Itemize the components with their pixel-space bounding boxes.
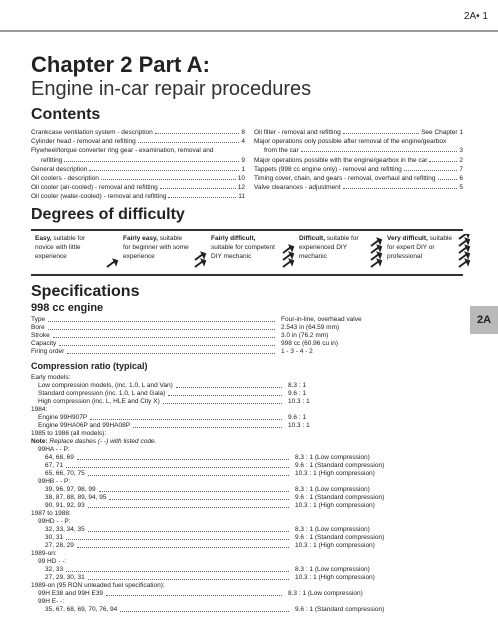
dot-leader	[343, 188, 458, 189]
dot-leader	[155, 133, 240, 134]
contents-entry	[254, 146, 463, 155]
spec-key	[31, 534, 295, 542]
contents-entry-label: refitting	[41, 156, 63, 164]
difficulty-level	[295, 231, 383, 274]
dot-leader	[163, 398, 282, 404]
spec-row	[31, 502, 463, 510]
spec-key	[31, 332, 281, 340]
difficulty-detail: suitable for novice with little experience	[35, 235, 86, 260]
contents-entry-page: 1	[241, 165, 245, 173]
spec-key-text: 38, 87, 88, 89, 94, 95	[45, 494, 107, 501]
dot-leader	[133, 422, 282, 428]
spec-group-label: 1989-on:	[31, 550, 57, 557]
spec-key	[31, 382, 288, 390]
spec-value: 998 cc (60.96 cu in)	[281, 340, 339, 347]
spec-key-text: Type	[31, 316, 46, 323]
dot-leader	[77, 454, 289, 460]
spec-key-text: 27, 29, 30, 31	[45, 574, 85, 581]
contents-entry	[254, 183, 463, 192]
spec-value: 9.6 : 1	[288, 414, 307, 421]
header-rule	[0, 30, 498, 32]
spec-value: 9.6 : 1 (Standard compression)	[295, 494, 385, 501]
contents-entry-label: Cylinder head - removal and refitting	[31, 138, 136, 146]
dot-leader	[160, 188, 236, 189]
spec-key-text: 30, 31	[45, 534, 64, 541]
spec-row	[31, 398, 463, 406]
spec-row	[31, 316, 463, 324]
spec-key-text: 35, 67, 68, 69, 70, 76, 94	[45, 606, 118, 613]
contents-entry	[254, 137, 463, 146]
spec-key-text: 39, 96, 97, 98, 99	[45, 486, 96, 493]
dot-leader	[66, 566, 289, 572]
spec-row	[31, 454, 463, 462]
chapter-title: Chapter 2 Part A:	[31, 52, 210, 77]
wrench-icon	[369, 234, 383, 270]
contents-entry-label: Major operations possible with the engine/gearbox in the car	[254, 156, 428, 164]
contents-entry	[31, 165, 245, 174]
spec-key	[31, 414, 288, 422]
contents-entry	[31, 137, 245, 146]
spec-group-label: 99HB - - P:	[38, 478, 71, 485]
spec-row	[31, 340, 463, 348]
contents-entry-page: 5	[459, 184, 463, 192]
spec-key	[31, 590, 288, 598]
spec-value: 8.3 : 1	[288, 382, 307, 389]
contents-entry-page: 7	[459, 165, 463, 173]
dot-leader	[90, 414, 282, 420]
contents-entry-label: Oil cooler (water-cooled) - removal and refitting	[31, 193, 167, 201]
difficulty-rating: Very difficult,	[387, 235, 428, 242]
contents-entry-page: 2	[459, 156, 463, 164]
spec-value: 10.3 : 1 (High compression)	[295, 574, 375, 581]
difficulty-detail: suitable for competent DIY mechanic	[211, 244, 275, 260]
difficulty-level	[383, 231, 471, 274]
difficulty-detail: suitable for experienced DIY mechanic	[299, 235, 359, 260]
dot-leader	[64, 161, 239, 162]
dot-leader	[88, 574, 289, 580]
difficulty-description	[383, 234, 453, 261]
dot-leader	[109, 494, 289, 500]
contents-entry	[31, 156, 245, 165]
dot-leader	[106, 590, 282, 596]
spec-value: 10.3 : 1	[288, 398, 310, 405]
page-number: 2A• 1	[463, 11, 488, 22]
contents-entry-page: 10	[237, 175, 245, 183]
spec-key-text: 99H E38 and 99H E39	[38, 590, 104, 597]
spec-value: 8.3 : 1 (Low compression)	[295, 526, 370, 533]
spec-value: 9.6 : 1 (Standard compression)	[295, 462, 385, 469]
spec-row	[31, 494, 463, 502]
spec-row	[31, 534, 463, 542]
note-text: Replace dashes (- -) with listed code.	[47, 438, 157, 445]
contents-entry-page: 6	[459, 175, 463, 183]
spec-key-text: 32, 33, 34, 35	[45, 526, 85, 533]
spec-value: 8.3 : 1 (Low compression)	[295, 454, 370, 461]
spec-group-label: 99H E- -:	[38, 598, 65, 605]
contents-entry-label: Oil cooler (air-cooled) - removal and refitting	[31, 184, 158, 192]
dot-leader	[48, 324, 275, 330]
dot-leader	[343, 133, 419, 134]
chapter-side-tab: 2A	[470, 306, 498, 334]
dot-leader	[168, 197, 236, 198]
spec-row	[31, 542, 463, 550]
contents-entry	[254, 174, 463, 183]
spec-key	[31, 470, 295, 478]
spec-row	[31, 414, 463, 422]
spec-row	[31, 324, 463, 332]
dot-leader	[66, 534, 289, 540]
contents-entry-label: Oil filter - removal and refitting	[254, 129, 341, 136]
spec-key-text: Engine 99HA06P and 99HA08P	[38, 422, 131, 429]
contents-entry	[31, 146, 245, 155]
spec-key	[31, 462, 295, 470]
contents-entry-label: Crankcase ventilation system - description	[31, 129, 153, 136]
dot-leader	[66, 462, 289, 468]
spec-group-label: 99HA - - P:	[38, 446, 70, 453]
note-label: Note:	[31, 438, 48, 445]
spec-row	[31, 574, 463, 582]
spec-group-label: 1987 to 1988:	[31, 510, 71, 517]
spec-key	[31, 454, 295, 462]
spec-key-text: High compression (inc. L, HLE and City X)	[38, 398, 160, 405]
dot-leader	[48, 316, 275, 322]
spec-key	[31, 390, 288, 398]
spec-note	[31, 438, 463, 446]
spec-value: 9.6 : 1	[288, 390, 307, 397]
general-specs-list	[31, 316, 463, 356]
spec-value: 3.0 in (76.2 mm)	[281, 332, 329, 339]
dot-leader	[53, 332, 275, 338]
spec-key	[31, 324, 281, 332]
contents-entry	[31, 192, 245, 201]
spec-key	[31, 340, 281, 348]
contents-entry	[254, 128, 463, 137]
difficulty-rating: Easy,	[35, 235, 52, 242]
difficulty-scale	[31, 229, 463, 276]
spec-key	[31, 348, 281, 356]
contents-entry-label: Major operations only possible after removal of the engine/gearbox	[254, 138, 447, 146]
dot-leader	[404, 170, 458, 171]
spec-key	[31, 606, 295, 614]
difficulty-detail: suitable for expert DIY or professional	[387, 235, 453, 260]
spec-key-text: 27, 28, 29	[45, 542, 74, 549]
spec-group-label: 99 HD - -:	[38, 558, 67, 565]
contents-entry-page: 11	[238, 193, 245, 201]
contents-entry-page: 4	[241, 138, 245, 146]
spec-row	[31, 590, 463, 598]
spec-row	[31, 486, 463, 494]
difficulty-rating: Fairly easy,	[123, 235, 158, 242]
spec-row	[31, 566, 463, 574]
spec-row	[31, 382, 463, 390]
spec-key	[31, 542, 295, 550]
spec-key	[31, 316, 281, 324]
spec-value: Four-in-line, overhead valve	[281, 316, 362, 323]
spec-group-label: Early models:	[31, 374, 71, 381]
spec-row	[31, 348, 463, 356]
difficulty-level	[207, 231, 295, 274]
compression-specs-list	[31, 374, 463, 614]
contents-entry	[31, 183, 245, 192]
contents-entry-page: 9	[241, 156, 245, 164]
contents-entry-page: See Chapter 1	[421, 129, 463, 136]
spec-row	[31, 332, 463, 340]
spec-value: 9.6 : 1 (Standard compression)	[295, 606, 385, 613]
spec-row	[31, 526, 463, 534]
difficulty-heading: Degrees of difficulty	[31, 206, 185, 223]
contents-right-column	[254, 128, 463, 192]
spec-group-label: 1985 to 1986 (all models):	[31, 430, 107, 437]
wrench-icon	[105, 234, 119, 270]
spec-key-text: Standard compression (inc. 1.0, L and Gala)	[38, 390, 166, 397]
spec-value: 1 - 3 - 4 - 2	[281, 348, 313, 355]
dot-leader	[301, 151, 458, 152]
difficulty-description	[207, 234, 277, 261]
dot-leader	[138, 142, 240, 143]
contents-entry-label: Valve clearances - adjustment	[254, 184, 341, 192]
dot-leader	[438, 179, 458, 180]
difficulty-rating: Fairly difficult,	[211, 235, 256, 242]
spec-key-text: 32, 33	[45, 566, 64, 573]
spec-value: 8.3 : 1 (Low compression)	[295, 566, 370, 573]
dot-leader	[59, 340, 275, 346]
spec-key-text: 90, 91, 92, 93	[45, 502, 85, 509]
spec-value: 10.3 : 1 (High compression)	[295, 542, 375, 549]
spec-group-label: 1984:	[31, 406, 48, 413]
difficulty-detail: suitable for beginner with some experience	[123, 235, 189, 260]
contents-entry-label: Tappets (998 cc engine only) - removal and refitting	[254, 165, 402, 173]
contents-entry-label: General description	[31, 165, 88, 173]
contents-entry-label: Flywheel/torque converter ring gear - examination, removal and	[31, 147, 214, 155]
contents-entry-label: Oil coolers - description	[31, 175, 99, 183]
wrench-icon	[457, 234, 471, 270]
contents-entry	[254, 165, 463, 174]
difficulty-level	[119, 231, 207, 274]
spec-key-text: Low compression models, (inc. 1.0, L and Van)	[38, 382, 173, 389]
dot-leader	[88, 470, 289, 476]
spec-key-text: Firing order	[31, 348, 65, 355]
page-header	[0, 0, 498, 30]
wrench-icon	[193, 234, 207, 270]
spec-key-text: Capacity	[31, 340, 57, 347]
spec-key	[31, 422, 288, 430]
spec-value: 2.543 in (64.59 mm)	[281, 324, 340, 331]
spec-key	[31, 494, 295, 502]
spec-key	[31, 398, 288, 406]
spec-row	[31, 422, 463, 430]
contents-entry	[31, 128, 245, 137]
spec-value: 9.6 : 1 (Standard compression)	[295, 534, 385, 541]
compression-heading: Compression ratio (typical)	[31, 361, 148, 371]
dot-leader	[88, 526, 289, 532]
dot-leader	[168, 390, 282, 396]
spec-key-text: Bore	[31, 324, 45, 331]
difficulty-description	[119, 234, 189, 261]
spec-key	[31, 502, 295, 510]
spec-row	[31, 462, 463, 470]
dot-leader	[120, 606, 289, 612]
contents-entry-page: 8	[241, 129, 245, 136]
spec-key-text: 67, 71	[45, 462, 64, 469]
contents-entry	[254, 156, 463, 165]
contents-entry	[31, 174, 245, 183]
dot-leader	[429, 161, 457, 162]
dot-leader	[89, 170, 239, 171]
difficulty-description	[295, 234, 365, 261]
spec-key	[31, 566, 295, 574]
difficulty-description	[31, 234, 101, 261]
contents-entry-label: Timing cover, chain, and gears - removal, overhaul and refitting	[254, 175, 436, 183]
dot-leader	[99, 486, 289, 492]
chapter-subtitle: Engine in-car repair procedures	[31, 78, 312, 100]
wrench-icon	[281, 234, 295, 270]
spec-key-text: 65, 66, 70, 75	[45, 470, 85, 477]
spec-key-text: 64, 68, 69	[45, 454, 74, 461]
spec-group-label: 1989-on (95 RON unleaded fuel specification):	[31, 582, 165, 589]
spec-value: 10.3 : 1 (High compression)	[295, 502, 375, 509]
spec-group-label: 99HD - - P:	[38, 518, 71, 525]
spec-row	[31, 470, 463, 478]
spec-value: 8.3 : 1 (Low compression)	[288, 590, 363, 597]
engine-subheading: 998 cc engine	[31, 302, 104, 314]
difficulty-level	[31, 231, 119, 274]
spec-key-text: Engine 99H907P	[38, 414, 88, 421]
contents-left-column	[31, 128, 245, 202]
difficulty-rating: Difficult,	[299, 235, 325, 242]
contents-entry-label: from the car	[264, 147, 299, 155]
spec-key	[31, 574, 295, 582]
contents-entry-page: 3	[459, 147, 463, 155]
specifications-heading: Specifications	[31, 283, 140, 300]
spec-value: 10.3 : 1	[288, 422, 310, 429]
dot-leader	[67, 348, 275, 354]
spec-value: 8.3 : 1 (Low compression)	[295, 486, 370, 493]
spec-row	[31, 390, 463, 398]
spec-key-text: Stroke	[31, 332, 50, 339]
spec-row	[31, 606, 463, 614]
contents-heading: Contents	[31, 106, 101, 123]
spec-key	[31, 526, 295, 534]
dot-leader	[77, 542, 289, 548]
dot-leader	[88, 502, 289, 508]
dot-leader	[101, 179, 236, 180]
contents-entry-page: 12	[237, 184, 245, 192]
spec-value: 10.3 : 1 (High compression)	[295, 470, 375, 477]
dot-leader	[176, 382, 282, 388]
spec-key	[31, 486, 295, 494]
